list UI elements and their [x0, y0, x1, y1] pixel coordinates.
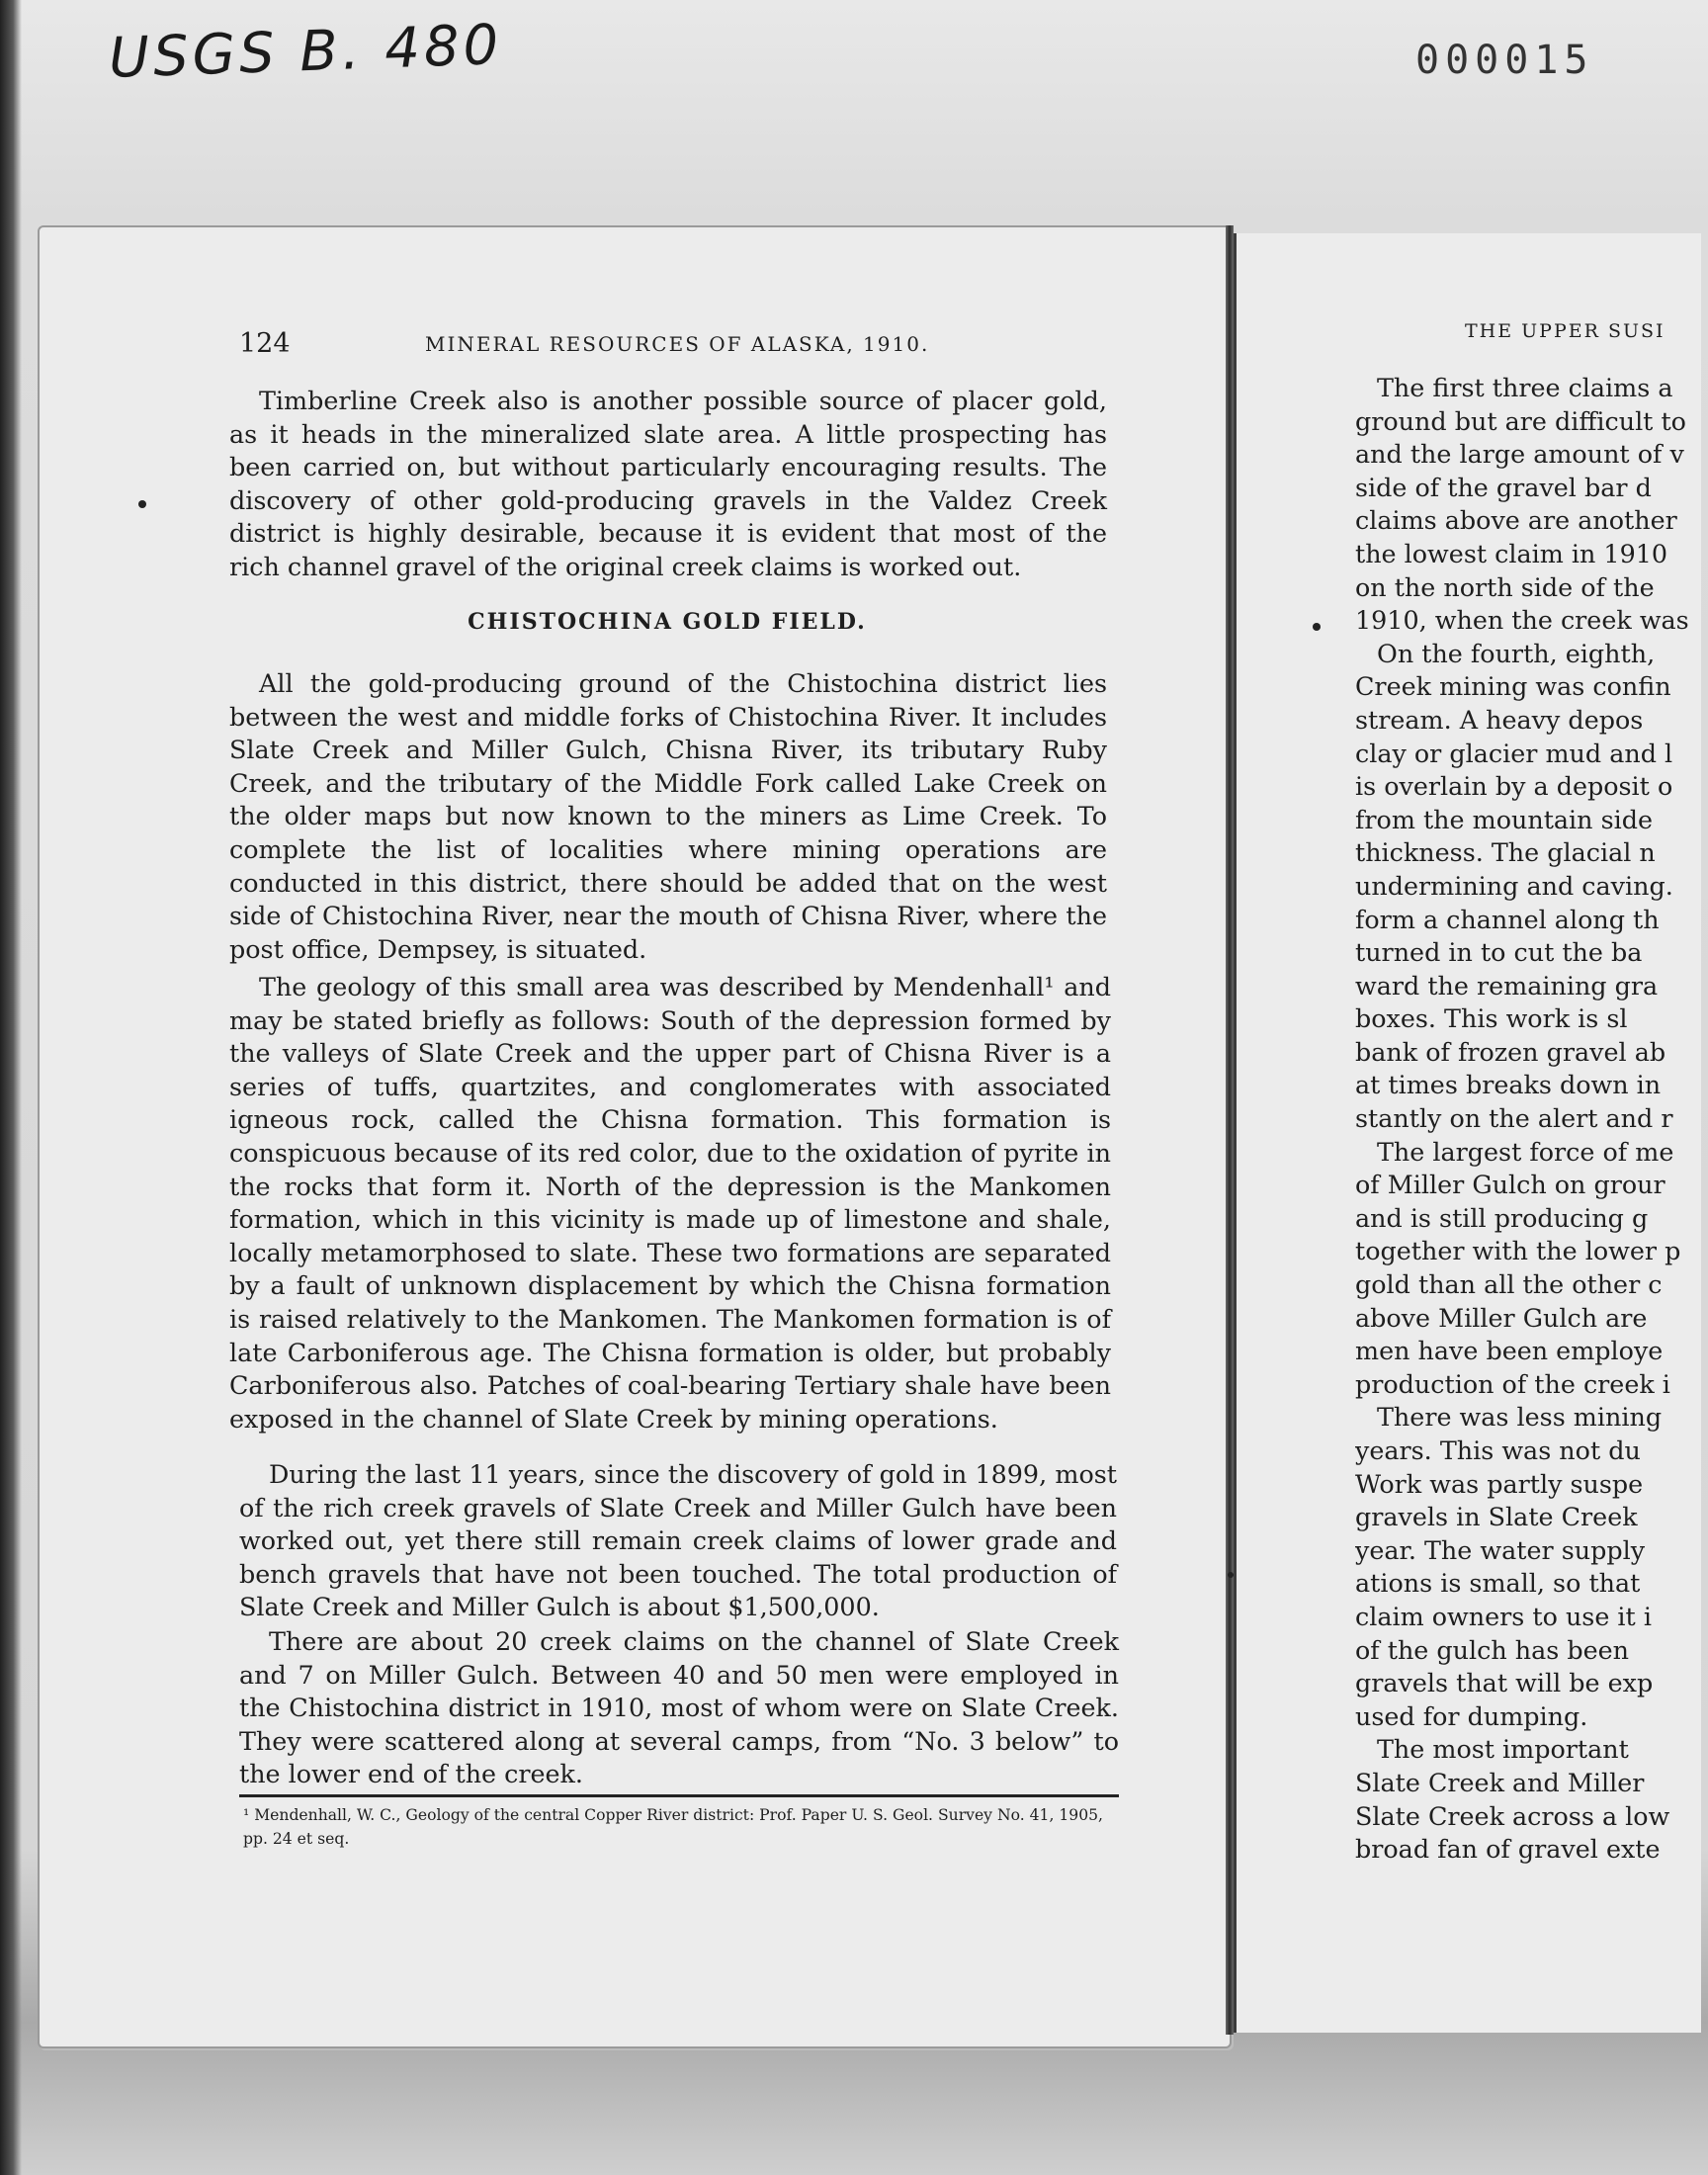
scan-speck [138, 500, 146, 508]
right-page-line: and the large amount of v [1355, 439, 1684, 470]
scan-speck [1228, 1572, 1234, 1578]
right-page-line: undermining and caving. [1355, 870, 1673, 901]
right-page-line: boxes. This work is sl [1355, 1003, 1628, 1034]
right-page-line: years. This was not du [1355, 1436, 1641, 1465]
section-title: CHISTOCHINA GOLD FIELD. [468, 609, 867, 635]
right-page-line: On the fourth, eighth, [1377, 638, 1656, 668]
right-page-line: men have been employe [1355, 1336, 1664, 1366]
footnote-rule [239, 1794, 1119, 1797]
right-page-line: Work was partly suspe [1355, 1468, 1644, 1499]
paragraph-district: All the gold-producing ground of the Chistochina district lies between the west and middle forks of Chistochina River. It includes Slate Creek and Miller Gulch, Chisna River, its tributary Ruby Creek, and the tributary of the Middle Fork called Lake Creek on the older maps but now known to the miners as Lime Creek. To complete the list of localities where mining operations are conducted in this district, there should be added that on the west side of Chistochina River, near the mouth of Chisna River, where the post office, Dempsey, is situated. [229, 668, 1107, 964]
right-page-line: The largest force of me [1377, 1136, 1674, 1167]
right-page-line: bank of frozen gravel ab [1355, 1036, 1666, 1067]
right-page-line: Slate Creek and Miller [1355, 1767, 1645, 1797]
right-page-line: of the gulch has been [1355, 1634, 1630, 1665]
handwritten-reference: USGS B. 480 [107, 13, 504, 91]
right-page-line: ward the remaining gra [1355, 970, 1659, 1000]
scan-edge-shadow [0, 0, 22, 2175]
right-page-line: year. The water supply [1355, 1534, 1646, 1565]
right-page-line: broad fan of gravel exte [1355, 1834, 1661, 1865]
right-page-line: at times breaks down in [1355, 1070, 1662, 1100]
right-page-line: the lowest claim in 1910 [1355, 538, 1668, 568]
right-page-line: 1910, when the creek was [1355, 605, 1689, 636]
footnote: ¹ Mendenhall, W. C., Geology of the central Copper River district: Prof. Paper U. S. Geol. Survey No. 41, 1905, pp. 24 et seq. [243, 1806, 1104, 1848]
right-page-line: The most important [1377, 1734, 1629, 1765]
right-page-line: above Miller Gulch are [1355, 1302, 1648, 1333]
right-page-line: side of the gravel bar d [1355, 472, 1652, 502]
right-page-line: clay or glacier mud and l [1355, 738, 1673, 768]
paragraph-claims: There are about 20 creek claims on the channel of Slate Creek and 7 on Miller Gulch. Between 40 and 50 men were employed in the Chistochina district in 1910, most of whom were on Slate Creek. They were scattered along at several camps, from “No. 3 below” to the lower end of the creek. [239, 1626, 1119, 1789]
running-head: MINERAL RESOURCES OF ALASKA, 1910. [425, 332, 930, 356]
right-page-line: thickness. The glacial n [1355, 837, 1656, 868]
right-page-line: on the north side of the [1355, 571, 1655, 602]
right-running-head: THE UPPER SUSI [1465, 320, 1665, 342]
right-page-line: claim owners to use it i [1355, 1601, 1652, 1631]
paragraph-geology: The geology of this small area was described by Mendenhall¹ and may be stated briefly as follows: South of the depression formed by the valleys of Slate Creek and the upper part of Chisna River is a series of tuffs, quartzites, and conglomerates with associated igneous rock, called the Chisna formation. This formation is conspicuous because of its red color, due to the oxidation of pyrite in the rocks that form it. North of the depression is the Mankomen formation, which in this vicinity is made up of limestone and shale, locally metamorphosed to slate. These two formations are separated by a fault of unknown displacement by which the Chisna formation is raised relatively to the Mankomen. The Mankomen formation is of late Carboniferous age. The Chisna formation is older, but probably Carboniferous also. Patches of coal-bearing Tertiary shale have been exposed in the channel of Slate Creek by mining operations. [229, 972, 1111, 1434]
book-spine [1226, 225, 1234, 2035]
right-page-line: ations is small, so that [1355, 1568, 1641, 1599]
right-page-line: form a channel along th [1355, 904, 1660, 934]
paragraph-production: During the last 11 years, since the discovery of gold in 1899, most of the rich creek gravels of Slate Creek and Miller Gulch have been worked out, yet there still remain creek claims of lower grade and bench gravels that have not been touched. The total production of Slate Creek and Miller Gulch is about $1,500,000. [239, 1459, 1117, 1622]
right-page-line: used for dumping. [1355, 1700, 1588, 1731]
left-page-header [188, 328, 1117, 368]
scan-speck [1313, 623, 1321, 631]
right-page-line: turned in to cut the ba [1355, 937, 1643, 968]
right-page-line: gravels that will be exp [1355, 1668, 1654, 1698]
right-page-line: gold than all the other c [1355, 1269, 1663, 1300]
right-page-line: Slate Creek across a low [1355, 1800, 1670, 1831]
right-page-line: together with the lower p [1355, 1236, 1681, 1266]
right-page-line: The first three claims a [1377, 373, 1673, 402]
right-page-line: ground but are difficult to [1355, 405, 1686, 436]
right-page-line: stantly on the alert and r [1355, 1103, 1673, 1134]
right-page-line: Creek mining was confin [1355, 671, 1671, 702]
page-number: 124 [239, 328, 291, 359]
right-page-line: from the mountain side [1355, 804, 1654, 834]
right-page-line: production of the creek i [1355, 1368, 1670, 1399]
stamped-document-number: 000015 [1415, 38, 1594, 83]
right-page-text [1355, 372, 1708, 1867]
right-page-line: of Miller Gulch on grour [1355, 1170, 1665, 1200]
paragraph-timberline: Timberline Creek also is another possible source of placer gold, as it heads in the mineralized slate area. A little prospecting has been carried on, but without particularly encouraging results. The discovery of other gold-producing gravels in the Valdez Creek district is highly desirable, because it is evident that most of the rich channel gravel of the original creek claims is worked out. [229, 386, 1107, 581]
right-page-line: claims above are another [1355, 505, 1677, 536]
right-page-line: and is still producing g [1355, 1202, 1649, 1233]
right-page-line: is overlain by a deposit o [1355, 771, 1673, 802]
right-page-line: stream. A heavy depos [1355, 704, 1644, 735]
right-page-line: There was less mining [1377, 1402, 1663, 1433]
right-page-line: gravels in Slate Creek [1355, 1502, 1638, 1532]
